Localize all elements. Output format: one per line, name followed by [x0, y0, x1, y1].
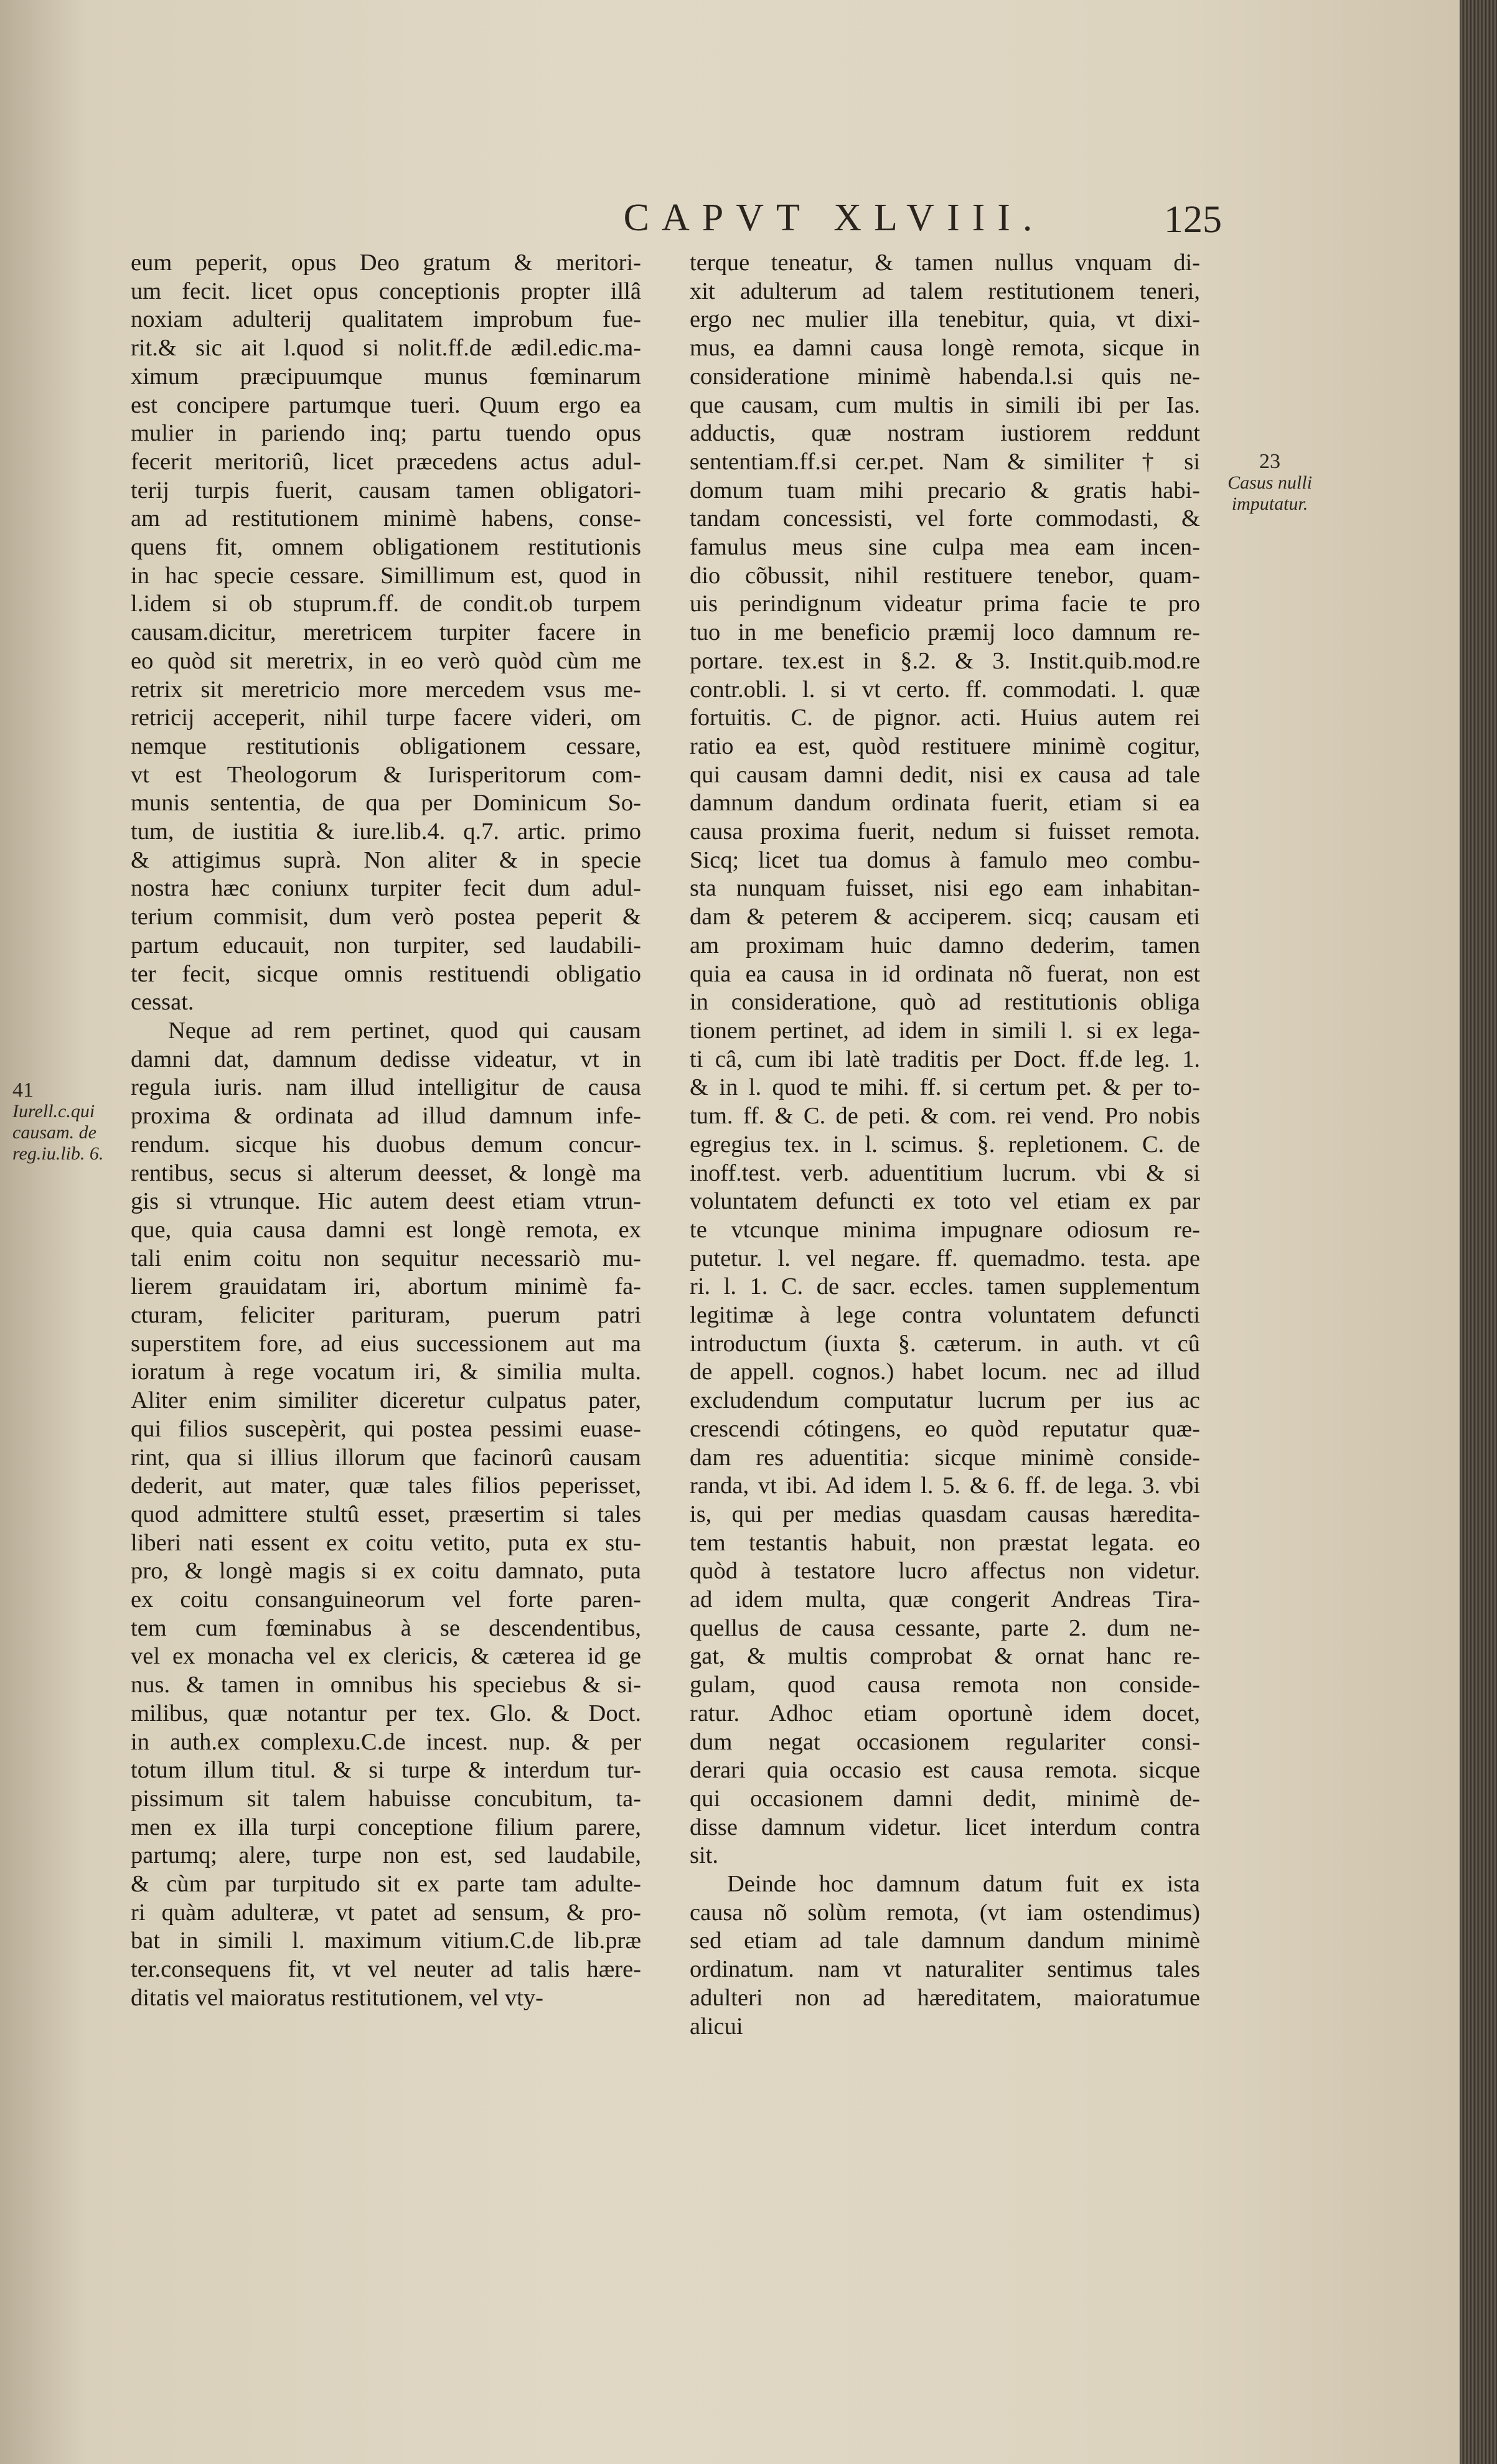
text-line: que, quia causa damni est longè remota, ex: [131, 1216, 641, 1243]
text-line: dum negat occasionem regulariter consi-: [690, 1728, 1200, 1755]
text-line: partumq; alere, turpe non est, sed laudabile,: [131, 1842, 641, 1869]
text-line: est concipere partumque tueri. Quum ergo ea: [131, 391, 641, 418]
text-line: proxima & ordinata ad illud damnum infe-: [131, 1103, 641, 1130]
text-line: crescendi cótingens, eo quòd reputatur quæ-: [690, 1415, 1200, 1442]
text-line: lierem grauidatam iri, abortum minimè fa-: [131, 1273, 641, 1300]
text-line: am proximam huic damno dederim, tamen: [690, 932, 1200, 958]
text-line: ex coitu consanguineorum vel forte paren-: [131, 1586, 641, 1613]
text-line: qui causam damni dedit, nisi ex causa ad tale: [690, 761, 1200, 788]
right-margin-note-text: Casus nulli imputatur.: [1227, 472, 1312, 514]
text-line: excludendum computatur lucrum per ius ac: [690, 1387, 1200, 1414]
text-line: damni dat, damnum dedisse videatur, vt in: [131, 1046, 641, 1072]
text-line: fortuitis. C. de pignor. acti. Huius autem rei: [690, 705, 1200, 731]
text-line: mus, ea damni causa longè remota, sicque in: [690, 335, 1200, 362]
text-line: famulus meus sine culpa mea eam incen-: [690, 534, 1200, 561]
text-line: derari quia occasio est causa remota. sicque: [690, 1757, 1200, 1784]
text-line: contr.obli. l. si vt certo. ff. commodati. l. quæ: [690, 676, 1200, 703]
running-head: CAPVT XLVIII.: [623, 197, 1045, 239]
text-line: retrix sit meretricio more mercedem vsus me-: [131, 676, 641, 703]
text-line: rint, qua si illius illorum que facinorû causam: [131, 1444, 641, 1471]
text-line: retricij acceperit, nihil turpe facere videri, om: [131, 705, 641, 731]
text-line: pissimum sit talem habuisse concubitum, ta-: [131, 1785, 641, 1812]
page-number: 125: [1164, 199, 1222, 241]
text-line: ditatis vel maioratus restitutionem, vel vty-: [131, 1984, 543, 2011]
text-line: portare. tex.est in §.2. & 3. Instit.quib.mod.re: [690, 647, 1200, 674]
text-line: men ex illa turpi conceptione filium parere,: [131, 1814, 641, 1840]
text-line: causam.dicitur, meretricem turpiter facere in: [131, 619, 641, 646]
text-line: dio cõbussit, nihil restituere tenebor, quam-: [690, 562, 1200, 589]
text-line: bat in simili l. maximum vitium.C.de lib.præ: [131, 1928, 641, 1954]
text-line: terque teneatur, & tamen nullus vnquam di-: [690, 250, 1200, 276]
text-line: randa, vt ibi. Ad idem l. 5. & 6. ff. de lega. 3. vbi: [690, 1473, 1200, 1499]
text-line: fecerit meritoriû, licet præcedens actus adul-: [131, 448, 641, 475]
text-line: ratio ea est, quòd restituere minimè cogitur,: [690, 733, 1200, 759]
text-line: introductum (iuxta §. cæterum. in auth. vt cû: [690, 1330, 1200, 1357]
text-line: ri quàm adulteræ, vt patet ad sensum, & pro-: [131, 1899, 641, 1926]
text-line: ti câ, cum ibi latè traditis per Doct. ff.de leg. 1.: [690, 1046, 1200, 1072]
text-line: Sicq; licet tua domus à famulo meo combu-: [690, 846, 1200, 873]
text-line: munis sententia, de qua per Dominicum So-: [131, 790, 641, 817]
text-line: sententiam.ff.si cer.pet. Nam & similiter † si: [690, 448, 1200, 475]
text-line: tum. ff. & C. de peti. & com. rei vend. Pro nobis: [690, 1103, 1200, 1130]
text-line: ratur. Adhoc etiam oportunè idem docet,: [690, 1700, 1200, 1726]
text-line: cessat.: [131, 989, 194, 1016]
text-line: sta nunquam fuisset, nisi ego eam inhabitan-: [690, 875, 1200, 902]
right-margin-note-number: 23: [1259, 450, 1280, 473]
text-line: damnum dandum ordinata fuerit, etiam si ea: [690, 790, 1200, 817]
text-line: tum, de iustitia & iure.lib.4. q.7. artic. primo: [131, 818, 641, 845]
text-line: in auth.ex complexu.C.de incest. nup. & per: [131, 1728, 641, 1755]
text-line: rentibus, secus si alterum deesset, & longè ma: [131, 1159, 641, 1186]
left-margin-note-text: Iurell.c.qui causam. de reg.iu.lib. 6.: [12, 1101, 104, 1164]
text-line: gis si vtrunque. Hic autem deest etiam vtrun-: [131, 1188, 641, 1215]
text-line: tionem pertinet, ad idem in simili l. si ex lega-: [690, 1017, 1200, 1044]
text-line: superstitem fore, ad eius successionem aut ma: [131, 1330, 641, 1357]
text-line: Aliter enim similiter diceretur culpatus pater,: [131, 1387, 641, 1414]
text-line: vel ex monacha vel ex clericis, & cæterea id ge: [131, 1643, 641, 1670]
text-line: rendum. sicque his duobus demum concur-: [131, 1131, 641, 1158]
text-line: te vtcunque minima impugnare odiosum re-: [690, 1216, 1200, 1243]
text-line: dam res aduentitia: sicque minimè conside-: [690, 1444, 1200, 1471]
book-page-edges: [1460, 0, 1497, 2464]
text-line: ter.consequens fit, vt vel neuter ad talis hære-: [131, 1956, 641, 1983]
text-line: tali enim coitu non sequitur necessariò mu-: [131, 1245, 641, 1272]
text-line: nus. & tamen in omnibus his speciebus & si-: [131, 1672, 641, 1698]
text-line: tem testantis habuit, non præstat legata. eo: [690, 1529, 1200, 1556]
text-line: eo quòd sit meretrix, in eo verò quòd cùm me: [131, 647, 641, 674]
text-line: quod admittere stultû esset, præsertim si tales: [131, 1501, 641, 1527]
text-line: domum tuam mihi precario & gratis habi-: [690, 477, 1200, 504]
text-line: de appell. cognos.) habet locum. nec ad illud: [690, 1359, 1200, 1385]
text-line: Deinde hoc damnum datum fuit ex ista: [727, 1871, 1200, 1898]
text-line: quens fit, omnem obligationem restitutionis: [131, 534, 641, 561]
text-line: gulam, quod causa remota non conside-: [690, 1672, 1200, 1698]
text-line: ordinatum. nam vt naturaliter sentimus tales: [690, 1956, 1200, 1983]
text-line: ximum præcipuumque munus fœminarum: [131, 363, 641, 390]
text-line: milibus, quæ notantur per tex. Glo. & Doct.: [131, 1700, 641, 1726]
text-line: sit.: [690, 1842, 719, 1869]
text-line: gat, & multis comprobat & ornat hanc re-: [690, 1643, 1200, 1670]
text-line: adulteri non ad hæreditatem, maioratumue: [690, 1984, 1200, 2011]
text-line: cturam, feliciter parituram, puerum patri: [131, 1302, 641, 1329]
left-margin-note: [12, 1080, 106, 1164]
text-line: qui filios suscepèrit, qui postea pessimi euase-: [131, 1415, 641, 1442]
text-line: in hac specie cessare. Simillimum est, quod in: [131, 562, 641, 589]
text-line: putetur. l. vel negare. ff. quemadmo. testa. ape: [690, 1245, 1200, 1272]
text-line: nostra hæc coniunx turpiter fecit dum adul-: [131, 875, 641, 902]
text-line: tandam concessisti, vel forte commodasti, &: [690, 505, 1200, 532]
text-line: liberi nati essent ex coitu vetito, puta ex stu-: [131, 1529, 641, 1556]
text-line: sed etiam ad tale damnum dandum minimè: [690, 1928, 1200, 1954]
text-line: dam & peterem & acciperem. sicq; causam eti: [690, 904, 1200, 930]
text-line: causa proxima fuerit, nedum si fuisset remota.: [690, 818, 1200, 845]
text-line: quia ea causa in id ordinata nõ fuerat, non est: [690, 960, 1200, 987]
text-line: ter fecit, sicque omnis restituendi obligatio: [131, 960, 641, 987]
text-line: causa nõ solùm remota, (vt iam ostendimus): [690, 1899, 1200, 1926]
text-line: pro, & longè magis si ex coitu damnato, puta: [131, 1558, 641, 1585]
text-line: disse damnum videtur. licet interdum contra: [690, 1814, 1200, 1840]
right-margin-note: [1217, 451, 1323, 515]
text-line: regula iuris. nam illud intelligitur de causa: [131, 1074, 641, 1101]
text-line: adductis, quæ nostram iustiorem reddunt: [690, 420, 1200, 447]
text-line: voluntatem defuncti ex toto vel etiam ex par: [690, 1188, 1200, 1215]
text-line: & in l. quod te mihi. ff. si certum pet. & per to-: [690, 1074, 1200, 1101]
text-line: xit adulterum ad talem restitutionem teneri,: [690, 278, 1200, 304]
text-line: consideratione minimè habenda.l.si quis ne-: [690, 363, 1200, 390]
text-line: partum educauit, non turpiter, sed laudabili-: [131, 932, 641, 958]
text-line: ergo nec mulier illa tenebitur, quia, vt dixi-: [690, 306, 1200, 333]
text-line: terium commisit, dum verò postea peperit &: [131, 904, 641, 930]
text-line: nemque restitutionis obligationem cessare,: [131, 733, 641, 759]
text-line: ri. l. 1. C. de sacr. eccles. tamen supplementum: [690, 1273, 1200, 1300]
text-line: tuo in me beneficio præmij loco damnum re-: [690, 619, 1200, 646]
text-line: rit.& sic ait l.quod si nolit.ff.de ædil.edic.ma-: [131, 335, 641, 362]
text-line: eum peperit, opus Deo gratum & meritori-: [131, 250, 641, 276]
text-line: l.idem si ob stuprum.ff. de condit.ob turpem: [131, 591, 641, 617]
text-line: um fecit. licet opus conceptionis propter illâ: [131, 278, 641, 304]
text-line: terij turpis fuerit, causam tamen obligatori-: [131, 477, 641, 504]
text-line: totum illum titul. & si turpe & interdum tur-: [131, 1757, 641, 1784]
text-line: inoff.test. verb. aduentitium lucrum. vbi & si: [690, 1159, 1200, 1186]
text-line: que causam, cum multis in simili ibi per Ias.: [690, 391, 1200, 418]
text-line: noxiam adulterij qualitatem improbum fue-: [131, 306, 641, 333]
text-line: dederit, aut mater, quæ tales filios peperisset,: [131, 1473, 641, 1499]
right-text-column: [690, 249, 1200, 2041]
text-line: tem cum fœminabus à se descendentibus,: [131, 1614, 641, 1641]
text-line: in consideratione, quò ad restitutionis obliga: [690, 989, 1200, 1016]
text-line: & cùm par turpitudo sit ex parte tam adulte-: [131, 1871, 641, 1898]
text-line: uis perindignum videatur prima facie te pro: [690, 591, 1200, 617]
text-line: egregius tex. in l. scimus. §. repletionem. C. de: [690, 1131, 1200, 1158]
left-margin-note-number: 41: [12, 1079, 34, 1102]
text-line: mulier in pariendo inq; partu tuendo opus: [131, 420, 641, 447]
text-line: quòd à testatore lucro affectus non videtur.: [690, 1558, 1200, 1585]
text-line: & attigimus suprà. Non aliter & in specie: [131, 846, 641, 873]
text-line: am ad restitutionem minimè habens, conse-: [131, 505, 641, 532]
text-line: vt est Theologorum & Iurisperitorum com-: [131, 761, 641, 788]
text-line: quellus de causa cessante, parte 2. dum ne-: [690, 1614, 1200, 1641]
text-line: legitimæ à lege contra voluntatem defuncti: [690, 1302, 1200, 1329]
text-line: is, qui per medias quasdam causas hæredita-: [690, 1501, 1200, 1527]
text-line: ad idem multa, quæ congerit Andreas Tira-: [690, 1586, 1200, 1613]
text-line: alicui: [690, 2013, 743, 2040]
text-line: ioratum à rege vocatum iri, & similia multa.: [131, 1359, 641, 1385]
text-line: Neque ad rem pertinet, quod qui causam: [168, 1017, 641, 1044]
left-text-column: [131, 249, 641, 2013]
text-line: qui occasionem damni dedit, minimè de-: [690, 1785, 1200, 1812]
